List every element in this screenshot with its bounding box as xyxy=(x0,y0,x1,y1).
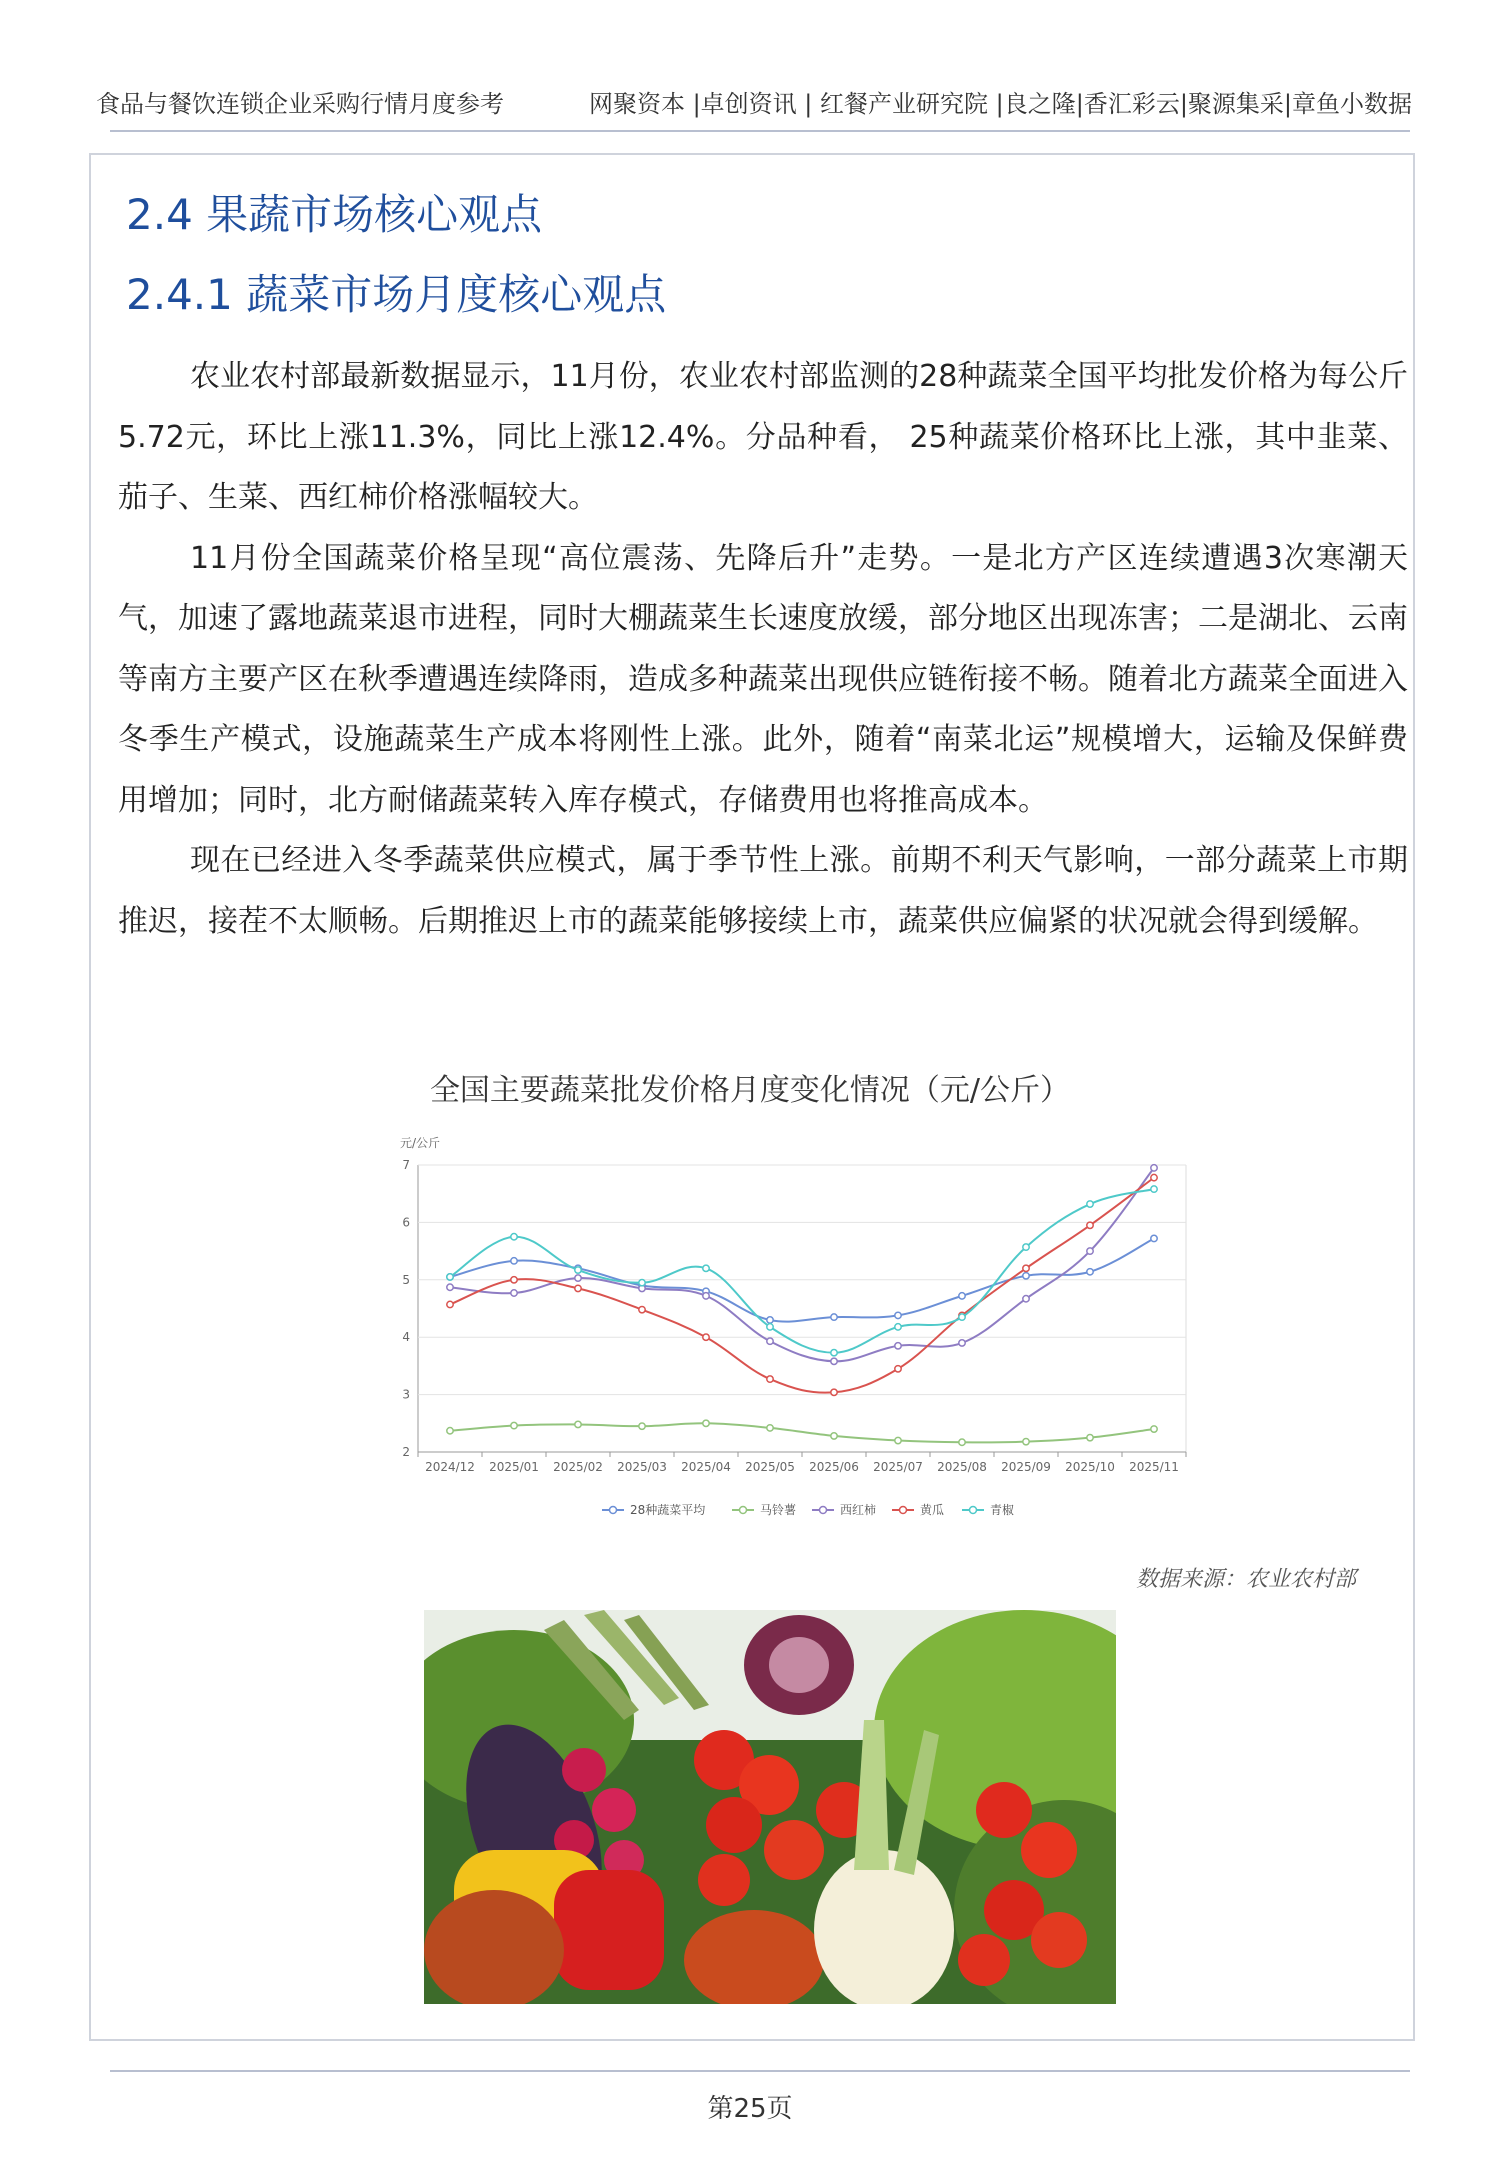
data-point xyxy=(511,1234,517,1240)
x-tick-label: 2025/02 xyxy=(553,1460,603,1474)
paragraph-1: 农业农村部最新数据显示，11月份，农业农村部监测的28种蔬菜全国平均批发价格为每公斤5.72元，环比上涨11.3%，同比上涨12.4%。分品种看， 25种蔬菜价格环比上涨，其中韭菜、茄子、生菜、西红柿价格涨幅较大。 xyxy=(118,359,1408,515)
data-point xyxy=(1023,1296,1029,1302)
legend-label: 28种蔬菜平均 xyxy=(630,1503,706,1517)
legend-swatch-marker xyxy=(610,1507,617,1514)
x-tick-label: 2025/04 xyxy=(681,1460,731,1474)
legend-item xyxy=(602,1502,705,1517)
data-point xyxy=(1023,1244,1029,1250)
chart-legend xyxy=(602,1502,1014,1517)
data-source: 数据来源：农业农村部 xyxy=(1136,1567,1357,1592)
data-point xyxy=(831,1349,837,1355)
x-tick-label: 2025/08 xyxy=(937,1460,987,1474)
x-tick-label: 2024/12 xyxy=(425,1460,475,1474)
legend-swatch-marker xyxy=(900,1507,907,1514)
paragraph-3: 现在已经进入冬季蔬菜供应模式，属于季节性上涨。前期不利天气影响，一部分蔬菜上市期推迟，接茬不太顺畅。后期推迟上市的蔬菜能够接续上市，蔬菜供应偏紧的状况就会得到缓解。 xyxy=(118,843,1408,939)
y-axis-label: 元/公斤 xyxy=(400,1136,441,1150)
x-tick-label: 2025/03 xyxy=(617,1460,667,1474)
data-point xyxy=(447,1428,453,1434)
data-point xyxy=(511,1422,517,1428)
data-point xyxy=(639,1306,645,1312)
x-tick-label: 2025/11 xyxy=(1129,1460,1179,1474)
data-point xyxy=(831,1389,837,1395)
y-axis-ticks xyxy=(402,1158,410,1459)
y-tick-label: 4 xyxy=(402,1330,410,1345)
data-point xyxy=(895,1437,901,1443)
x-axis-ticks xyxy=(418,1452,1186,1474)
price-chart xyxy=(386,1130,1196,1550)
data-point xyxy=(959,1314,965,1320)
data-point xyxy=(1151,1174,1157,1180)
legend-item xyxy=(892,1503,944,1517)
legend-item xyxy=(812,1502,876,1517)
data-point xyxy=(1023,1273,1029,1279)
data-point xyxy=(511,1277,517,1283)
paragraph-2: 11月份全国蔬菜价格呈现“高位震荡、先降后升”走势。一是北方产区连续遭遇3次寒潮天气，加速了露地蔬菜退市进程，同时大棚蔬菜生长速度放缓，部分地区出现冻害；二是湖北、云南等南方主要产区在秋季遭遇连续降雨，造成多种蔬菜出现供应链衔接不畅。随着北方蔬菜全面进入冬季生产模式，设施蔬菜生产成本将刚性上涨。此外，随着“南菜北运”规模增大，运输及保鲜费用增加；同时，北方耐储蔬菜转入库存模式，存储费用也将推高成本。 xyxy=(118,540,1408,818)
data-point xyxy=(1151,1426,1157,1432)
legend-item xyxy=(962,1502,1014,1517)
y-tick-label: 5 xyxy=(402,1272,410,1287)
data-point xyxy=(1151,1186,1157,1192)
legend-label: 西红柿 xyxy=(840,1503,877,1517)
data-point xyxy=(1087,1269,1093,1275)
data-point xyxy=(1087,1434,1093,1440)
data-point xyxy=(959,1293,965,1299)
series-5 xyxy=(447,1186,1157,1356)
vegetables-photo xyxy=(424,1610,1116,2004)
body-text xyxy=(118,347,1408,952)
data-point xyxy=(639,1279,645,1285)
price-chart-svg xyxy=(386,1130,1196,1550)
data-point xyxy=(575,1421,581,1427)
data-point xyxy=(895,1343,901,1349)
series-line xyxy=(450,1189,1154,1353)
y-tick-label: 7 xyxy=(402,1158,410,1172)
data-point xyxy=(575,1267,581,1273)
series-line xyxy=(450,1178,1154,1393)
x-tick-label: 2025/05 xyxy=(745,1460,795,1474)
x-tick-label: 2025/07 xyxy=(873,1460,923,1474)
data-point xyxy=(447,1301,453,1307)
data-point xyxy=(767,1338,773,1344)
data-point xyxy=(831,1433,837,1439)
data-point xyxy=(703,1265,709,1271)
series-1 xyxy=(447,1235,1157,1323)
data-point xyxy=(1151,1235,1157,1241)
data-point xyxy=(511,1258,517,1264)
legend-label: 马铃薯 xyxy=(760,1503,797,1517)
data-point xyxy=(1087,1248,1093,1254)
series-line xyxy=(450,1423,1154,1442)
running-header xyxy=(96,84,1412,124)
x-tick-label: 2025/09 xyxy=(1001,1460,1051,1474)
data-point xyxy=(575,1285,581,1291)
data-point xyxy=(895,1312,901,1318)
legend-label: 青椒 xyxy=(990,1503,1015,1517)
data-point xyxy=(767,1324,773,1330)
series-2 xyxy=(447,1420,1157,1445)
legend-item xyxy=(732,1502,796,1517)
subsection-title: 2.4.1 蔬菜市场月度核心观点 xyxy=(126,270,667,319)
legend-swatch-marker xyxy=(820,1507,827,1514)
data-point xyxy=(639,1423,645,1429)
y-tick-label: 3 xyxy=(402,1387,410,1402)
data-point xyxy=(447,1274,453,1280)
chart-grid xyxy=(418,1165,1186,1452)
x-tick-label: 2025/06 xyxy=(809,1460,859,1474)
vegetables-illustration xyxy=(424,1610,1116,2004)
legend-label: 黄瓜 xyxy=(920,1503,945,1517)
header-right-sources: 网聚资本 |卓创资讯 | 红餐产业研究院 |良之隆|香汇彩云|聚源集采|章鱼小数据 xyxy=(588,90,1412,118)
y-tick-label: 2 xyxy=(402,1445,410,1459)
data-point xyxy=(703,1420,709,1426)
data-point xyxy=(1151,1165,1157,1171)
data-point xyxy=(447,1284,453,1290)
chart-series xyxy=(447,1165,1157,1446)
series-4 xyxy=(447,1174,1157,1395)
data-point xyxy=(959,1439,965,1445)
data-point xyxy=(1087,1222,1093,1228)
data-point xyxy=(575,1275,581,1281)
data-point xyxy=(703,1293,709,1299)
y-tick-label: 6 xyxy=(402,1215,410,1230)
legend-swatch-marker xyxy=(970,1507,977,1514)
data-point xyxy=(511,1290,517,1296)
section-title: 2.4 果蔬市场核心观点 xyxy=(126,190,543,239)
data-point xyxy=(831,1314,837,1320)
data-point xyxy=(703,1334,709,1340)
x-tick-label: 2025/01 xyxy=(489,1460,539,1474)
x-tick-label: 2025/10 xyxy=(1065,1460,1115,1474)
data-point xyxy=(895,1366,901,1372)
data-point xyxy=(767,1425,773,1431)
data-point xyxy=(1023,1438,1029,1444)
header-divider xyxy=(110,130,1410,132)
data-point xyxy=(1023,1265,1029,1271)
data-point xyxy=(1087,1201,1093,1207)
data-point xyxy=(831,1358,837,1364)
page-number: 第25页 xyxy=(707,2094,793,2124)
footer-divider xyxy=(110,2070,1410,2072)
legend-swatch-marker xyxy=(740,1507,747,1514)
data-point xyxy=(895,1324,901,1330)
chart-title: 全国主要蔬菜批发价格月度变化情况（元/公斤） xyxy=(429,1073,1071,1108)
data-point xyxy=(959,1340,965,1346)
data-point xyxy=(767,1376,773,1382)
header-left-title: 食品与餐饮连锁企业采购行情月度参考 xyxy=(96,90,504,118)
data-point xyxy=(767,1317,773,1323)
